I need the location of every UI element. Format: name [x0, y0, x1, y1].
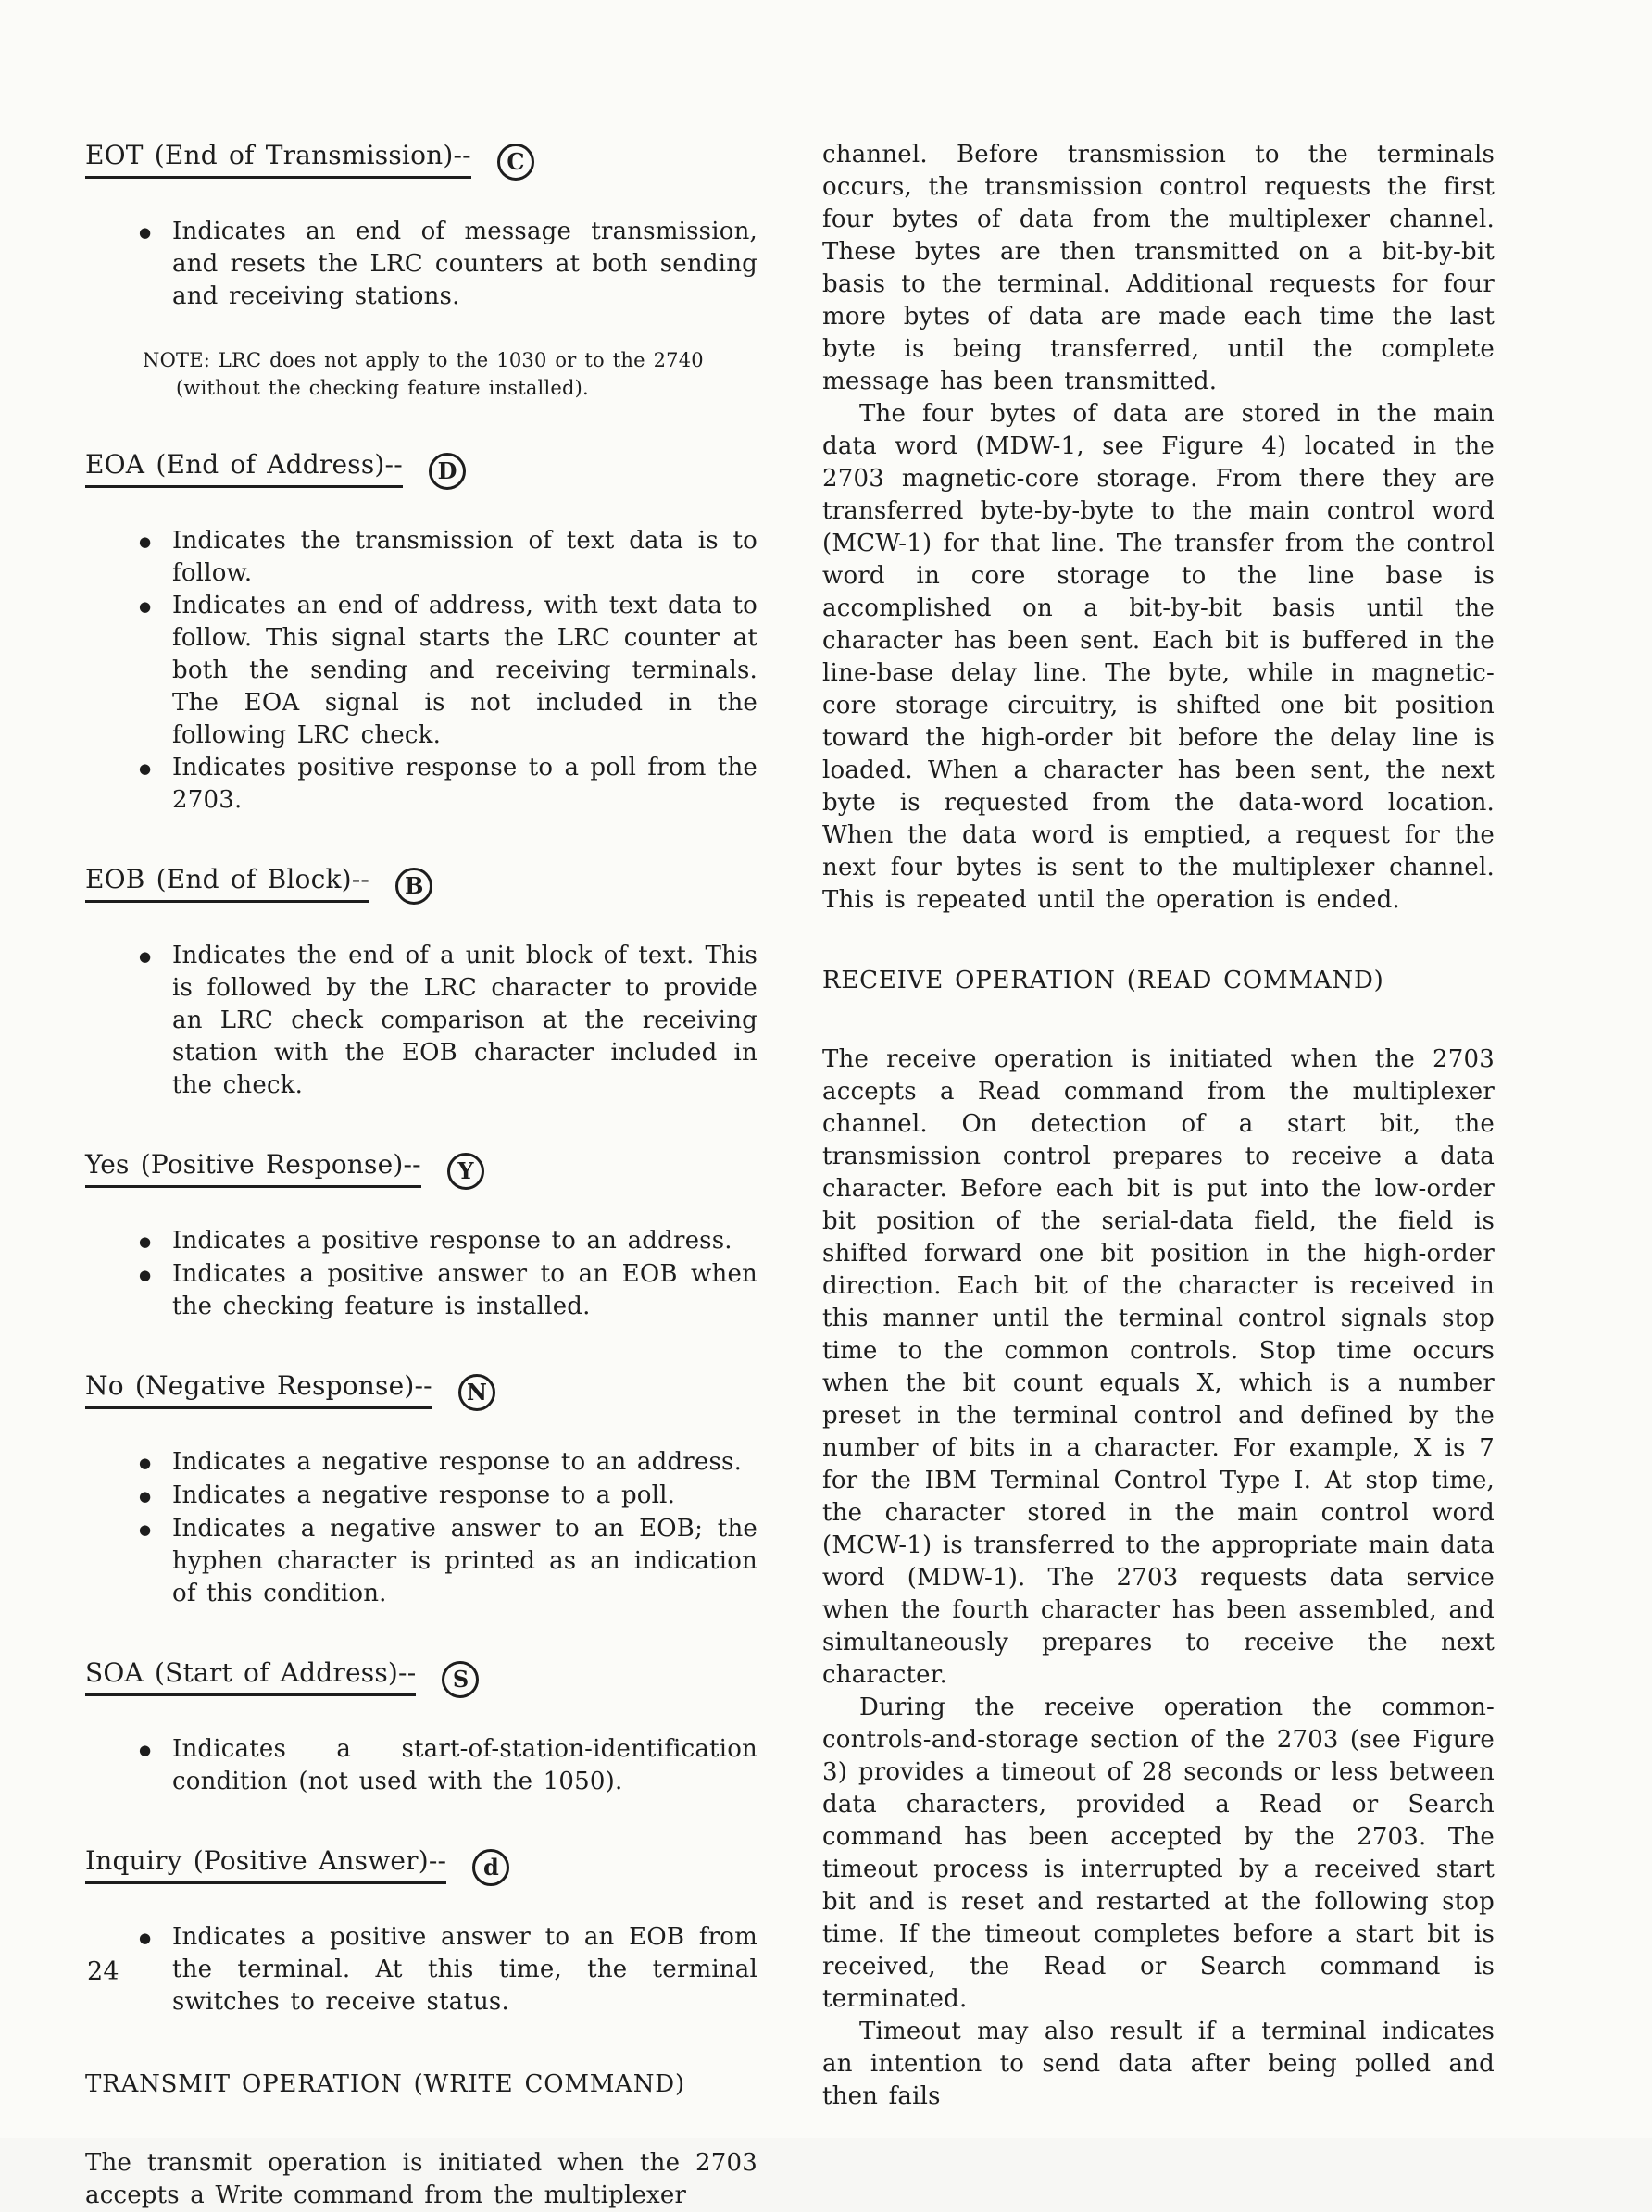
term-section-inquiry — [85, 1844, 757, 2018]
list-item — [139, 1446, 757, 1480]
circled-letter-icon: S — [442, 1661, 479, 1698]
bullet-dot-icon: ● — [139, 948, 152, 965]
bullet-text: Indicates a positive answer to an EOB from the terminal. At this time, the terminal switches to receive status. — [172, 1923, 757, 2016]
term-section-soa — [85, 1656, 757, 1798]
term-heading — [85, 139, 757, 181]
bullet-list — [139, 1225, 757, 1323]
bullet-text: Indicates a negative response to an address. — [172, 1448, 743, 1476]
term-heading — [85, 448, 757, 490]
bullet-list — [139, 940, 757, 1102]
term-section-no — [85, 1369, 757, 1610]
list-item — [139, 216, 757, 313]
bullet-text: Indicates a positive answer to an EOB when the checking feature is installed. — [172, 1260, 757, 1320]
bullet-text: Indicates the transmission of text data is to follow. — [172, 527, 757, 587]
list-item — [139, 1480, 757, 1513]
list-item — [139, 1258, 757, 1323]
body-paragraph: Timeout may also result if a terminal indicates an intention to send data after being polled and then fails — [822, 2018, 1495, 2110]
receive-operation-heading: RECEIVE OPERATION (READ COMMAND) — [822, 967, 1384, 994]
bullet-dot-icon: ● — [139, 1267, 152, 1283]
term-heading — [85, 1844, 757, 1886]
circled-letter-icon: N — [458, 1374, 495, 1411]
circled-letter-icon: C — [497, 144, 534, 181]
term-label: EOT (End of Transmission)-- — [85, 139, 471, 179]
bullet-list — [139, 1733, 757, 1798]
bullet-dot-icon: ● — [139, 1488, 152, 1505]
term-section-eoa — [85, 448, 757, 817]
right-column — [822, 139, 1495, 2113]
circled-letter-icon: d — [472, 1849, 509, 1886]
note-text: NOTE: LRC does not apply to the 1030 or to the 2740 (without the checking feature installed). — [143, 349, 704, 399]
bullet-text: Indicates positive response to a poll from the 2703. — [172, 754, 757, 814]
circled-letter-icon: D — [429, 453, 466, 490]
term-label: No (Negative Response)-- — [85, 1369, 432, 1409]
bullet-text: Indicates a negative answer to an EOB; the hyphen character is printed as an indication of this condition. — [172, 1515, 757, 1607]
bullet-dot-icon: ● — [139, 1742, 152, 1758]
body-paragraph: channel. Before transmission to the terminals occurs, the transmission control requests the first four bytes of data from the multiplexer channel. These bytes are then transmitted on a bit-by-bit basis to the terminal. Additional requests for four more bytes of data are made each time the last byte is being transferred, until the complete message has been transmitted. — [822, 141, 1495, 395]
bullet-list — [139, 525, 757, 817]
list-item — [139, 1513, 757, 1610]
bullet-text: Indicates an end of address, with text data to follow. This signal starts the LRC counter at both the sending and receiving terminals. The EOA signal is not included in the following LRC check. — [172, 592, 757, 749]
bullet-dot-icon: ● — [139, 1233, 152, 1250]
transmit-operation-paragraph: The transmit operation is initiated when the 2703 accepts a Write command from the multiplexer — [85, 2149, 757, 2209]
term-heading — [85, 1148, 757, 1190]
bullet-dot-icon: ● — [139, 598, 152, 615]
bullet-dot-icon: ● — [139, 760, 152, 777]
term-label: Yes (Positive Response)-- — [85, 1148, 421, 1188]
list-item — [139, 1733, 757, 1798]
bullet-list — [139, 1446, 757, 1610]
circled-letter-icon: Y — [447, 1153, 484, 1190]
transmit-operation-heading: TRANSMIT OPERATION (WRITE COMMAND) — [85, 2070, 685, 2098]
list-item — [139, 590, 757, 752]
bullet-text: Indicates a negative response to a poll. — [172, 1481, 676, 1509]
bullet-list — [139, 216, 757, 313]
term-label: EOA (End of Address)-- — [85, 448, 403, 488]
bullet-dot-icon: ● — [139, 1455, 152, 1471]
bullet-list — [139, 1921, 757, 2018]
term-label: EOB (End of Block)-- — [85, 863, 369, 903]
list-item — [139, 1921, 757, 2018]
list-item — [139, 525, 757, 590]
bullet-text: Indicates a start-of-station-identification condition (not used with the 1050). — [172, 1735, 757, 1795]
term-section-yes — [85, 1148, 757, 1323]
term-section-eot — [85, 139, 757, 402]
list-item — [139, 940, 757, 1102]
bullet-text: Indicates the end of a unit block of text. This is followed by the LRC character to provide an LRC check comparison at the receiving station with the EOB character included in the check. — [172, 942, 757, 1099]
bullet-text: Indicates a positive response to an address. — [172, 1227, 732, 1255]
body-paragraph: The four bytes of data are stored in the main data word (MDW-1, see Figure 4) located in the 2703 magnetic-core storage. From there they are transferred byte-by-byte to the main control word (MCW-1) for that line. The transfer from the control word in core storage to the line base is accomplished on a bit-by-bit basis until the character has been sent. Each bit is buffered in the line-base delay line. The byte, while in magnetic-core storage circuitry, is shifted one bit position toward the high-order bit before the delay line is loaded. When a character has been sent, the next byte is requested from the data-word location. When the data word is emptied, a request for the next four bytes is sent to the multiplexer channel. This is repeated until the operation is ended. — [822, 400, 1495, 914]
term-heading — [85, 863, 757, 905]
bullet-dot-icon: ● — [139, 533, 152, 550]
bullet-text: Indicates an end of message transmission, and resets the LRC counters at both sending and receiving stations. — [172, 218, 757, 310]
bullet-dot-icon: ● — [139, 224, 152, 241]
bullet-dot-icon: ● — [139, 1521, 152, 1538]
body-paragraph: The receive operation is initiated when the 2703 accepts a Read command from the multiplexer channel. On detection of a start bit, the transmission control prepares to receive a data character. Before each bit is put into the low-order bit position of the serial-data field, the field is shifted forward one bit position in the high-order direction. Each bit of the character is received in this manner until the terminal control signals stop time to the common controls. Stop time occurs when the bit count equals X, which is a number preset in the terminal control and defined by the number of bits in a character. For example, X is 7 for the IBM Terminal Control Type I. At stop time, the character stored in the main control word (MCW-1) is transferred to the appropriate main data word (MDW-1). The 2703 requests data service when the fourth character has been assembled, and simultaneously prepares to receive the next character. — [822, 1045, 1495, 1689]
bullet-dot-icon: ● — [139, 1930, 152, 1946]
left-column — [85, 139, 757, 2212]
term-section-eob — [85, 863, 757, 1102]
list-item — [139, 1225, 757, 1258]
body-paragraph: During the receive operation the common-controls-and-storage section of the 2703 (see Figure 3) provides a timeout of 28 seconds or less between data characters, provided a Read or Search command has been accepted by the 2703. The timeout process is interrupted by a received start bit and is reset and restarted at the following stop time. If the timeout completes before a start bit is received, the Read or Search command is terminated. — [822, 1693, 1495, 2013]
circled-letter-icon: B — [395, 868, 432, 905]
term-heading — [85, 1656, 757, 1698]
term-label: SOA (Start of Address)-- — [85, 1656, 416, 1696]
term-heading — [85, 1369, 757, 1411]
page-number: 24 — [87, 1957, 119, 1986]
term-label: Inquiry (Positive Answer)-- — [85, 1844, 446, 1884]
list-item — [139, 752, 757, 817]
